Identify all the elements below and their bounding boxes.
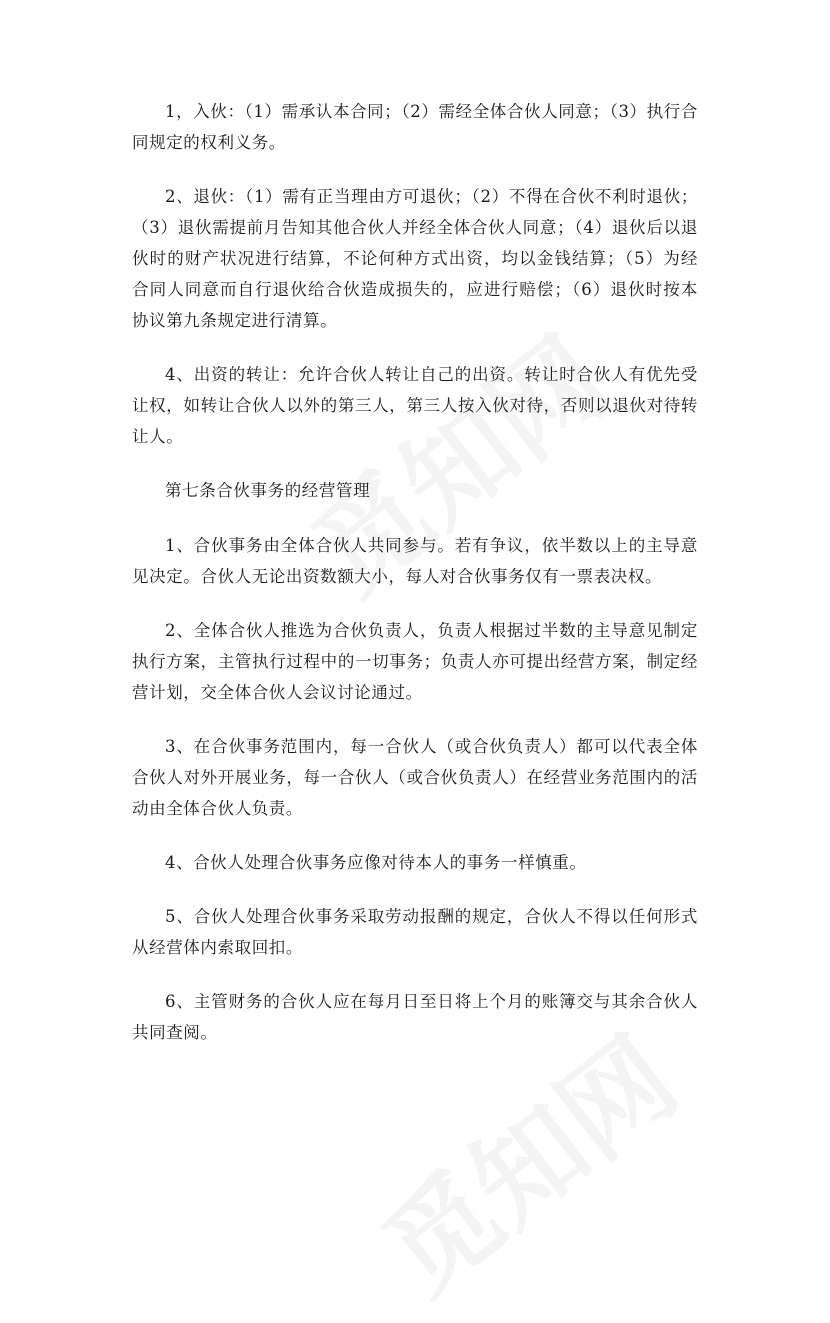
section-heading: 第七条合伙事务的经营管理 [165,481,371,500]
paragraph-management-4: 4、合伙人处理合伙事务应像对待本人的事务一样慎重。 [165,853,587,872]
paragraph-management-6: 6、主管财务的合伙人应在每月日至日将上个月的账簿交与其余合伙人共同查阅。 [132,992,698,1042]
paragraph-management-3: 3、在合伙事务范围内，每一合伙人（或合伙负责人）都可以代表全体合伙人对外开展业务，每一合伙人（或合伙负责人）在经营业务范围内的活动由全体合伙人负责。 [132,737,698,818]
document-body [132,96,698,1071]
paragraph-management-2: 2、全体合伙人推选为合伙负责人，负责人根据过半数的主导意见制定执行方案，主管执行过程中的一切事务；负责人亦可提出经营方案，制定经营计划，交全体合伙人会议讨论通过。 [132,621,698,702]
paragraph-management-5: 5、合伙人处理合伙事务采取劳动报酬的规定，合伙人不得以任何形式从经营体内索取回扣。 [132,907,698,957]
paragraph-management-1: 1、合伙事务由全体合伙人共同参与。若有争议，依半数以上的主导意见决定。合伙人无论出资数额大小，每人对合伙事务仅有一票表决权。 [132,536,698,586]
paragraph-joining: 1，入伙：（1）需承认本合同；（2）需经全体合伙人同意；（3）执行合同规定的权利义务。 [132,102,698,152]
paragraph-capital-transfer: 4、出资的转让：允许合伙人转让自己的出资。转让时合伙人有优先受让权，如转让合伙人以外的第三人，第三人按入伙对待，否则以退伙对待转让人。 [132,365,698,446]
paragraph-withdrawal: 2、退伙：（1）需有正当理由方可退伙；（2）不得在合伙不利时退伙；（3）退伙需提前月告知其他合伙人并经全体合伙人同意；（4）退伙后以退伙时的财产状况进行结算，不论何种方式出资，均以金钱结算；（5）为经合同人同意而自行退伙给合伙造成损失的，应进行赔偿；（6）退伙时按本协议第九条规定进行清算。 [132,187,698,330]
